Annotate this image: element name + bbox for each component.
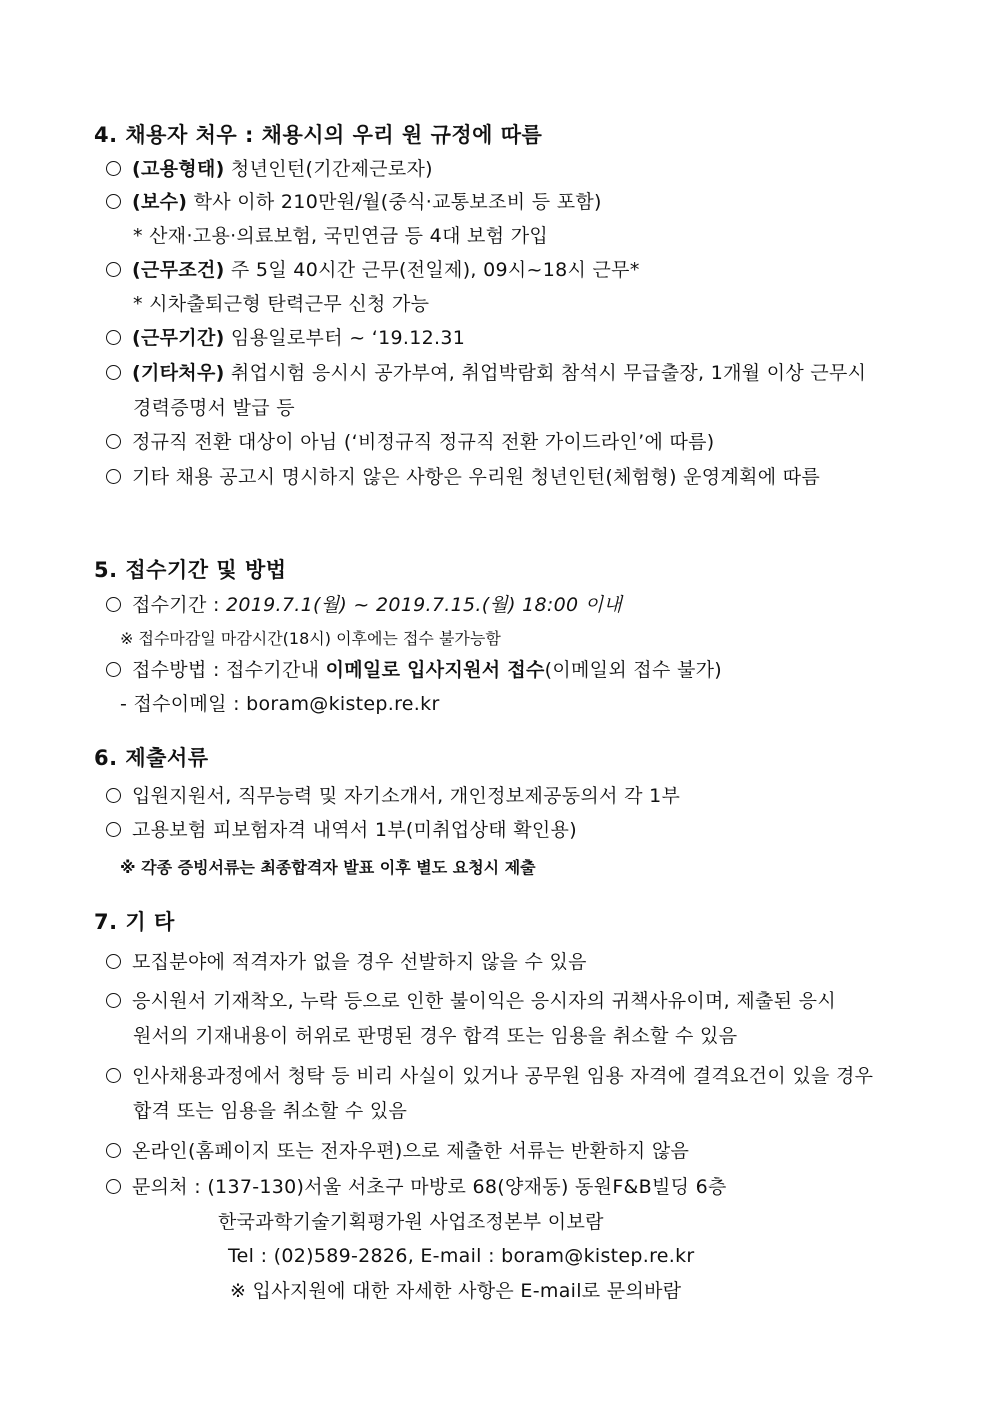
work-condition-note: * 시차출퇴근형 탄력근무 신청 가능 <box>133 293 430 315</box>
circle-bullet-icon <box>106 434 121 449</box>
employment-type-label: (고용형태) <box>132 158 225 180</box>
work-condition-item <box>106 257 640 283</box>
document-item <box>106 783 680 809</box>
other-benefits-text: 취업시험 응시시 공가부여, 취업박람회 참석시 무급출장, 1개월 이상 근무시 <box>224 362 867 384</box>
circle-bullet-icon <box>106 1143 121 1158</box>
circle-bullet-icon <box>106 262 121 277</box>
employment-type-item <box>106 156 433 182</box>
application-method-label: 접수방법 : 접수기간내 <box>132 659 326 681</box>
section-7-heading: 7. 기 타 <box>94 910 175 934</box>
section-4-heading: 4. 채용자 처우 : 채용시의 우리 원 규정에 따름 <box>94 123 543 147</box>
section-5-heading: 5. 접수기간 및 방법 <box>94 558 287 582</box>
etc-item <box>106 949 587 975</box>
etc-text: 응시원서 기재착오, 누락 등으로 인한 불이익은 응시자의 귀책사유이며, 제출된 응시 <box>132 990 836 1012</box>
contact-tel-email: Tel : (02)589-2826, E-mail : boram@kistep.re.kr <box>228 1245 695 1267</box>
section-6-heading: 6. 제출서류 <box>94 746 209 770</box>
pay-note: * 산재·고용·의료보험, 국민연금 등 4대 보험 가입 <box>133 225 549 247</box>
etc-text: 온라인(홈페이지 또는 전자우편)으로 제출한 서류는 반환하지 않음 <box>132 1140 690 1162</box>
work-condition-text: 주 5일 40시간 근무(전일제), 09시~18시 근무* <box>224 259 640 281</box>
contact-organization: 한국과학기술기획평가원 사업조정본부 이보람 <box>218 1211 604 1233</box>
work-period-label: (근무기간) <box>132 327 225 349</box>
pay-label: (보수) <box>132 191 188 213</box>
regular-conversion-text: 정규직 전환 대상이 아님 (‘비정규직 정규직 전환 가이드라인’에 따름) <box>132 431 715 453</box>
etc-item <box>106 1138 689 1164</box>
circle-bullet-icon <box>106 194 121 209</box>
circle-bullet-icon <box>106 1068 121 1083</box>
circle-bullet-icon <box>106 161 121 176</box>
etc-text: 모집분야에 적격자가 없을 경우 선발하지 않을 수 있음 <box>132 951 587 973</box>
regular-conversion-item <box>106 429 714 455</box>
circle-bullet-icon <box>106 330 121 345</box>
document-text: 입원지원서, 직무능력 및 자기소개서, 개인정보제공동의서 각 1부 <box>132 785 681 807</box>
application-method-bold: 이메일로 입사지원서 접수 <box>325 659 545 681</box>
contact-note: ※ 입사지원에 대한 자세한 사항은 E-mail로 문의바람 <box>230 1280 682 1302</box>
circle-bullet-icon <box>106 662 121 677</box>
application-email: - 접수이메일 : boram@kistep.re.kr <box>120 693 440 715</box>
circle-bullet-icon <box>106 365 121 380</box>
contact-address: 문의처 : (137-130)서울 서초구 마방로 68(양재동) 동원F&B빌딩 6층 <box>132 1176 727 1198</box>
misc-text: 기타 채용 공고시 명시하지 않은 사항은 우리원 청년인턴(체험형) 운영계획에 따름 <box>132 466 821 488</box>
application-period-label: 접수기간 : <box>132 594 226 616</box>
circle-bullet-icon <box>106 954 121 969</box>
etc-text-cont: 합격 또는 임용을 취소할 수 있음 <box>133 1100 408 1122</box>
etc-item <box>106 988 836 1014</box>
other-benefits-text-cont: 경력증명서 발급 등 <box>133 397 295 419</box>
etc-text-cont: 원서의 기재내용이 허위로 판명된 경우 합격 또는 임용을 취소할 수 있음 <box>133 1025 738 1047</box>
document-text: 고용보험 피보험자격 내역서 1부(미취업상태 확인용) <box>132 819 577 841</box>
contact-item <box>106 1174 727 1200</box>
work-condition-label: (근무조건) <box>132 259 225 281</box>
circle-bullet-icon <box>106 469 121 484</box>
work-period-text: 임용일로부터 ~ ‘19.12.31 <box>224 327 466 349</box>
circle-bullet-icon <box>106 597 121 612</box>
circle-bullet-icon <box>106 993 121 1008</box>
etc-item <box>106 1063 873 1089</box>
circle-bullet-icon <box>106 1179 121 1194</box>
application-period-item <box>106 592 622 618</box>
document-item <box>106 817 577 843</box>
pay-item <box>106 189 602 215</box>
work-period-item <box>106 325 465 351</box>
employment-type-text: 청년인턴(기간제근로자) <box>224 158 433 180</box>
other-benefits-item <box>106 360 866 386</box>
etc-text: 인사채용과정에서 청탁 등 비리 사실이 있거나 공무원 임용 자격에 결격요건이 있을 경우 <box>132 1065 874 1087</box>
application-method-tail: (이메일외 접수 불가) <box>544 659 722 681</box>
circle-bullet-icon <box>106 788 121 803</box>
application-method-item <box>106 657 722 683</box>
deadline-note: ※ 접수마감일 마감시간(18시) 이후에는 접수 불가능함 <box>120 629 501 648</box>
application-period-value: 2019.7.1(월) ~ 2019.7.15.(월) 18:00 이내 <box>226 594 623 616</box>
pay-text: 학사 이하 210만원/월(중식·교통보조비 등 포함) <box>187 191 602 213</box>
misc-item <box>106 464 820 490</box>
circle-bullet-icon <box>106 822 121 837</box>
other-benefits-label: (기타처우) <box>132 362 225 384</box>
documents-note: ※ 각종 증빙서류는 최종합격자 발표 이후 별도 요청시 제출 <box>120 858 536 877</box>
